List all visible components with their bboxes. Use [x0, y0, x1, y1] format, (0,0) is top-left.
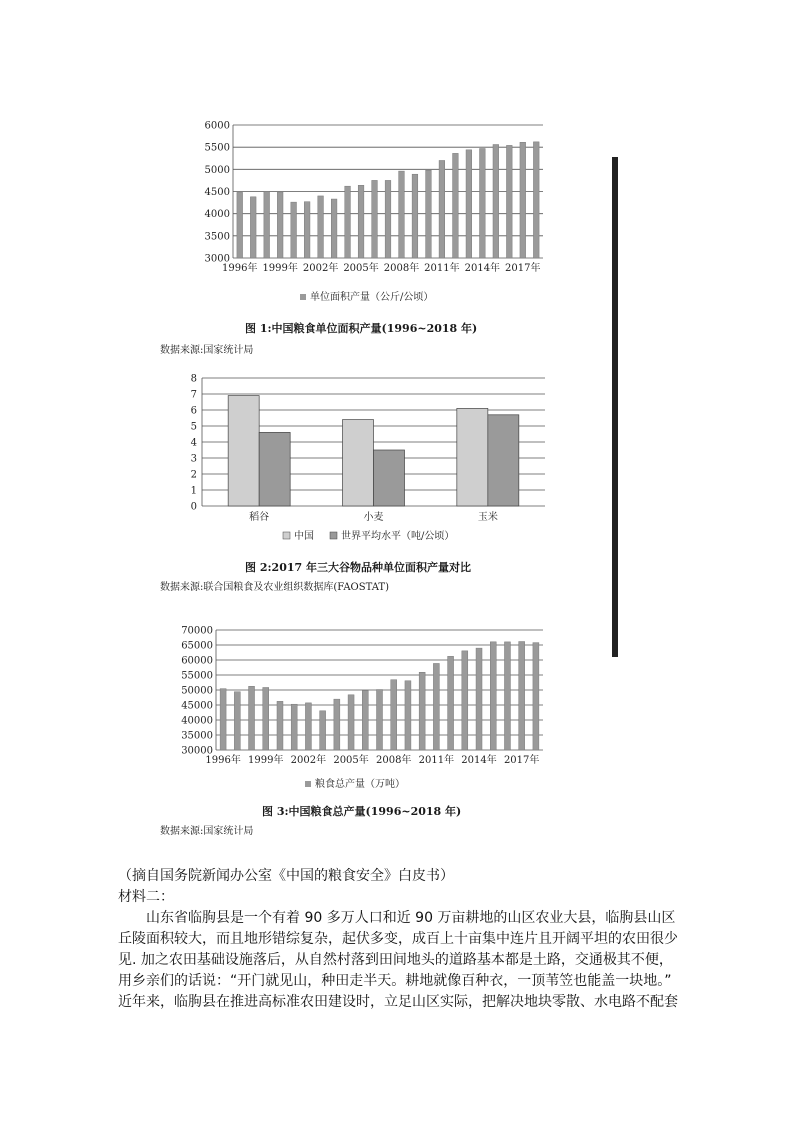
bar-1 — [343, 420, 374, 506]
bar — [320, 711, 326, 750]
legend-label: 世界平均水平（吨/公顷） — [341, 531, 455, 542]
y-tick-label: 30000 — [181, 745, 213, 757]
y-tick-label: 55000 — [181, 670, 213, 682]
bar — [304, 202, 310, 258]
legend-label: 单位面积产量（公斤/公顷） — [310, 292, 434, 303]
bar — [345, 186, 351, 258]
bar — [448, 656, 454, 750]
bar — [220, 689, 226, 750]
bar — [519, 642, 525, 750]
chart-3-total-output — [0, 610, 794, 800]
bar — [358, 185, 364, 258]
bar — [433, 663, 439, 750]
x-tick-label: 1999年 — [262, 263, 298, 274]
bar-2 — [259, 432, 290, 506]
legend-swatch — [305, 781, 311, 787]
x-tick-label: 1996年 — [222, 263, 258, 274]
y-tick-label: 40000 — [181, 715, 213, 727]
y-tick-label: 1 — [190, 485, 197, 497]
bar — [249, 686, 255, 750]
bar — [399, 171, 405, 258]
bar — [504, 642, 510, 750]
x-tick-label: 2017年 — [503, 755, 540, 766]
bar — [237, 192, 243, 258]
y-tick-label: 2 — [190, 469, 197, 481]
legend-swatch — [283, 532, 290, 539]
bar — [372, 180, 378, 258]
material-heading: 材料二： — [118, 889, 174, 905]
chart-1-source: 数据来源:国家统计局 — [160, 345, 254, 356]
bar — [466, 150, 472, 258]
bar — [250, 197, 256, 258]
x-tick-label: 2002年 — [290, 755, 327, 766]
bar — [493, 145, 499, 258]
bar — [291, 704, 297, 750]
chart-2-caption: 图 2:2017 年三大谷物品种单位面积产量对比 — [245, 561, 471, 574]
legend-swatch — [300, 294, 306, 300]
bar — [334, 699, 340, 750]
x-tick-label: 2002年 — [302, 263, 339, 274]
bar — [480, 148, 486, 258]
bar — [533, 142, 539, 258]
bar — [264, 192, 270, 259]
bar-2 — [374, 450, 405, 506]
bar — [476, 648, 482, 750]
y-tick-label: 4500 — [204, 187, 230, 198]
chart-2-cereal-comparison — [0, 360, 794, 555]
y-tick-label: 50000 — [181, 685, 213, 697]
y-tick-label: 6000 — [204, 120, 230, 132]
bar — [419, 672, 425, 750]
bar — [291, 202, 297, 258]
y-tick-label: 35000 — [181, 730, 213, 742]
bar — [405, 681, 411, 750]
bar — [426, 170, 432, 258]
y-tick-label: 5000 — [204, 164, 230, 176]
x-tick-label: 2008年 — [375, 755, 412, 766]
x-tick-label: 2008年 — [383, 263, 420, 274]
y-tick-label: 7 — [190, 389, 197, 401]
chart-1-unit-yield — [0, 0, 794, 320]
x-category-label: 小麦 — [363, 512, 384, 523]
chart-2-svg — [0, 360, 794, 555]
bar — [391, 680, 397, 750]
x-tick-label: 2011年 — [418, 755, 455, 766]
y-tick-label: 8 — [190, 373, 197, 385]
paragraph-2: 近年来，临朐县在推进高标准农田建设时，立足山区实际，把解决地块零散、水电路不配套 — [118, 994, 678, 1010]
legend-label: 粮食总产量（万吨） — [315, 779, 405, 790]
y-tick-label: 45000 — [181, 700, 213, 712]
bar — [385, 180, 391, 258]
x-category-label: 稻谷 — [249, 512, 270, 523]
chart-1-caption: 图 1:中国粮食单位面积产量(1996~2018 年) — [245, 322, 478, 335]
bar — [277, 701, 283, 750]
bar — [439, 160, 445, 258]
y-tick-label: 4000 — [204, 209, 230, 221]
bar — [331, 199, 337, 258]
x-tick-label: 2005年 — [343, 263, 379, 274]
bar — [506, 145, 512, 258]
bar — [318, 196, 324, 258]
chart-1-svg — [0, 0, 794, 320]
chart-3-svg — [0, 610, 794, 800]
bar — [520, 142, 526, 258]
bar — [348, 695, 354, 750]
bar-2 — [488, 415, 519, 506]
article-body — [118, 866, 678, 1013]
bar — [305, 703, 311, 750]
bar — [234, 692, 240, 750]
bar-1 — [228, 396, 259, 506]
x-tick-label: 2014年 — [461, 755, 497, 766]
x-tick-label: 2011年 — [424, 263, 460, 274]
chart-3-source: 数据来源:国家统计局 — [160, 826, 254, 837]
y-tick-label: 6 — [190, 405, 197, 417]
y-tick-label: 60000 — [181, 655, 213, 667]
bar-1 — [457, 408, 488, 506]
bar — [377, 690, 383, 750]
bar — [453, 153, 459, 258]
bar — [533, 643, 539, 750]
y-tick-label: 3500 — [204, 231, 230, 243]
citation-line: （摘自国务院新闻办公室《中国的粮食安全》白皮书） — [118, 868, 454, 884]
bar — [412, 174, 418, 258]
chart-3-caption: 图 3:中国粮食总产量(1996~2018 年) — [262, 805, 462, 818]
x-tick-label: 2017年 — [505, 263, 541, 274]
paragraph-1: 山东省临朐县是一个有着 90 多万人口和近 90 万亩耕地的山区农业大县，临朐县山区丘陵面积较大，而且地形错综复杂，起伏多变，成百上十亩集中连片且开阔平坦的农田很少见. 加之农田基础设施落后，从自然村落到田间地头的道路基本都是土路，交通极其不便，用乡亲们的话说：“开门就见山，种田走半天。耕地就像百种衣，一顶苇笠也能盖一块地。” — [118, 910, 678, 989]
x-tick-label: 2005年 — [333, 755, 369, 766]
bar — [263, 687, 269, 750]
bar — [362, 691, 368, 750]
x-tick-label: 1996年 — [205, 755, 241, 766]
y-tick-label: 65000 — [181, 640, 213, 652]
x-tick-label: 2014年 — [464, 263, 501, 274]
y-tick-label: 4 — [190, 437, 197, 449]
y-tick-label: 3 — [190, 453, 197, 465]
bar — [462, 651, 468, 750]
y-tick-label: 70000 — [181, 625, 213, 637]
chart-2-source: 数据来源:联合国粮食及农业组织数据库(FAOSTAT) — [160, 582, 389, 593]
x-tick-label: 1999年 — [248, 755, 284, 766]
bar — [490, 642, 496, 750]
x-category-label: 玉米 — [477, 512, 498, 523]
legend-label: 中国 — [294, 531, 314, 542]
y-tick-label: 3000 — [204, 253, 230, 265]
legend-swatch — [330, 532, 337, 539]
bar — [277, 192, 283, 258]
y-tick-label: 5500 — [204, 142, 230, 154]
y-tick-label: 0 — [190, 501, 197, 513]
y-tick-label: 5 — [190, 421, 197, 433]
